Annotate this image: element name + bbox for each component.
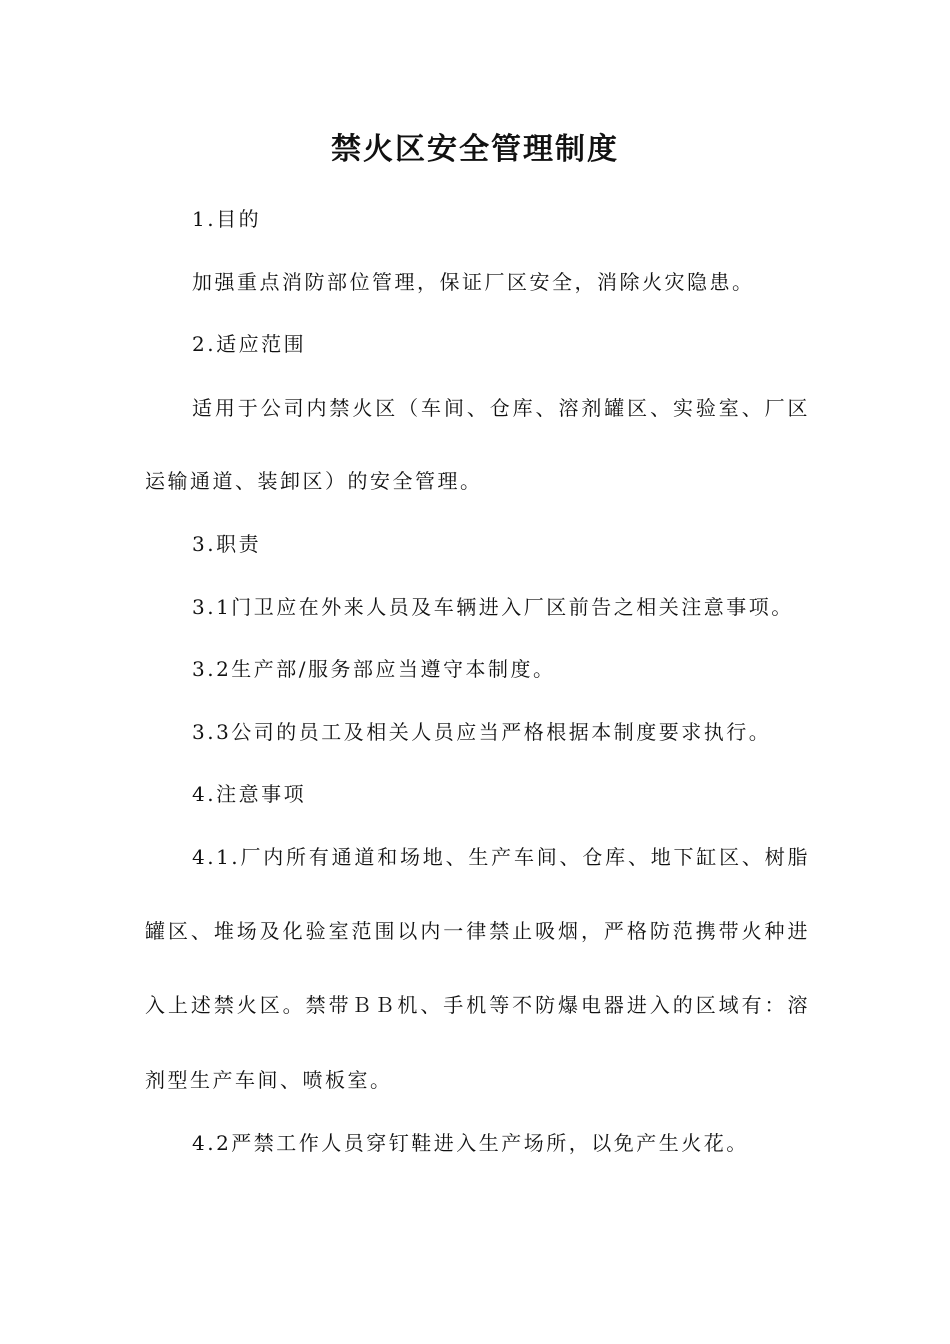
paragraph-note-4-1-line-4: 剂型生产车间、喷板室。 [145, 1068, 393, 1092]
paragraph-scope-line-2: 运输通道、装卸区）的安全管理。 [145, 469, 483, 493]
paragraph-duty-3-2: 3.2生产部/服务部应当遵守本制度。 [192, 657, 556, 681]
section-heading-notes: 4.注意事项 [192, 782, 307, 806]
section-heading-purpose: 1.目的 [192, 207, 262, 231]
section-heading-duties: 3.职责 [192, 532, 262, 556]
paragraph-duty-3-1: 3.1门卫应在外来人员及车辆进入厂区前告之相关注意事项。 [192, 595, 794, 619]
section-heading-scope: 2.适应范围 [192, 332, 307, 356]
paragraph-note-4-1-line-2: 罐区、堆场及化验室范围以内一律禁止吸烟，严格防范携带火种进 [145, 919, 810, 943]
page-title: 禁火区安全管理制度 [331, 132, 619, 167]
paragraph-note-4-2: 4.2严禁工作人员穿钉鞋进入生产场所，以免产生火花。 [192, 1131, 749, 1155]
paragraph-note-4-1-line-3: 入上述禁火区。禁带ＢＢ机、手机等不防爆电器进入的区域有：溶 [145, 993, 810, 1017]
paragraph-purpose: 加强重点消防部位管理，保证厂区安全，消除火灾隐患。 [192, 270, 755, 294]
paragraph-scope-line-1: 适用于公司内禁火区（车间、仓库、溶剂罐区、实验室、厂区 [192, 396, 810, 420]
paragraph-duty-3-3: 3.3公司的员工及相关人员应当严格根据本制度要求执行。 [192, 720, 772, 744]
paragraph-note-4-1-line-1: 4.1.厂内所有通道和场地、生产车间、仓库、地下缸区、树脂 [192, 845, 810, 869]
